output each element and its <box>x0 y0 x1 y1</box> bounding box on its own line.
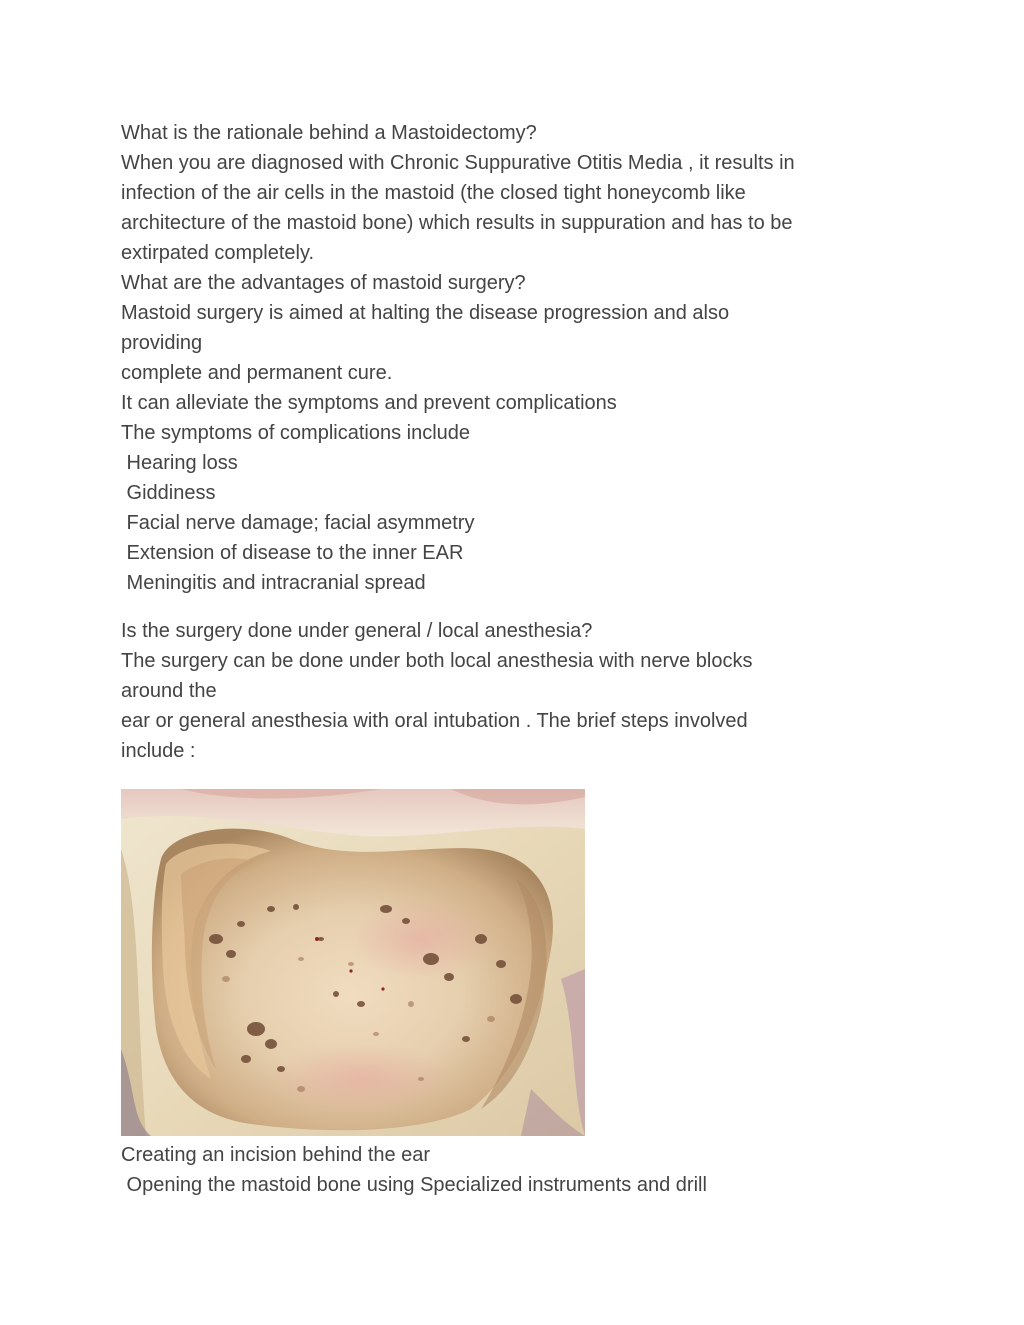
step-list-item: Creating an incision behind the ear <box>121 1144 431 1166</box>
symptom-list-item: Hearing loss <box>121 452 238 474</box>
paragraph-line: infection of the air cells in the mastoid (the closed tight honeycomb like <box>121 182 746 204</box>
paragraph-line: When you are diagnosed with Chronic Suppurative Otitis Media , it results in <box>121 152 795 174</box>
section-rationale <box>121 118 901 598</box>
paragraph-line: Mastoid surgery is aimed at halting the disease progression and also <box>121 302 730 324</box>
document-page <box>121 118 901 1200</box>
paragraph-spacer <box>121 598 901 616</box>
paragraph-line: around the <box>121 680 217 702</box>
section-steps <box>121 1140 901 1200</box>
paragraph-line: The surgery can be done under both local anesthesia with nerve blocks <box>121 650 753 672</box>
symptom-list-item: Meningitis and intracranial spread <box>121 572 426 594</box>
step-list-item: Opening the mastoid bone using Specialized instruments and drill <box>121 1174 707 1196</box>
symptom-list-item: Facial nerve damage; facial asymmetry <box>121 512 475 534</box>
paragraph-line: providing <box>121 332 203 354</box>
question-advantages: What are the advantages of mastoid surgery? <box>121 272 526 294</box>
section-anesthesia <box>121 616 901 766</box>
paragraph-line: include : <box>121 740 196 762</box>
paragraph-line: complete and permanent cure. <box>121 362 393 384</box>
paragraph-line: It can alleviate the symptoms and prevent complications <box>121 392 617 414</box>
paragraph-line: architecture of the mastoid bone) which results in suppuration and has to be <box>121 212 793 234</box>
question-rationale: What is the rationale behind a Mastoidectomy? <box>121 122 537 144</box>
symptom-list-item: Extension of disease to the inner EAR <box>121 542 464 564</box>
paragraph-line: ear or general anesthesia with oral intubation . The brief steps involved <box>121 710 748 732</box>
symptom-list-item: Giddiness <box>121 482 216 504</box>
question-anesthesia: Is the surgery done under general / local anesthesia? <box>121 620 593 642</box>
mastoid-surgery-photo <box>121 789 585 1136</box>
paragraph-line: extirpated completely. <box>121 242 315 264</box>
paragraph-line: The symptoms of complications include <box>121 422 471 444</box>
